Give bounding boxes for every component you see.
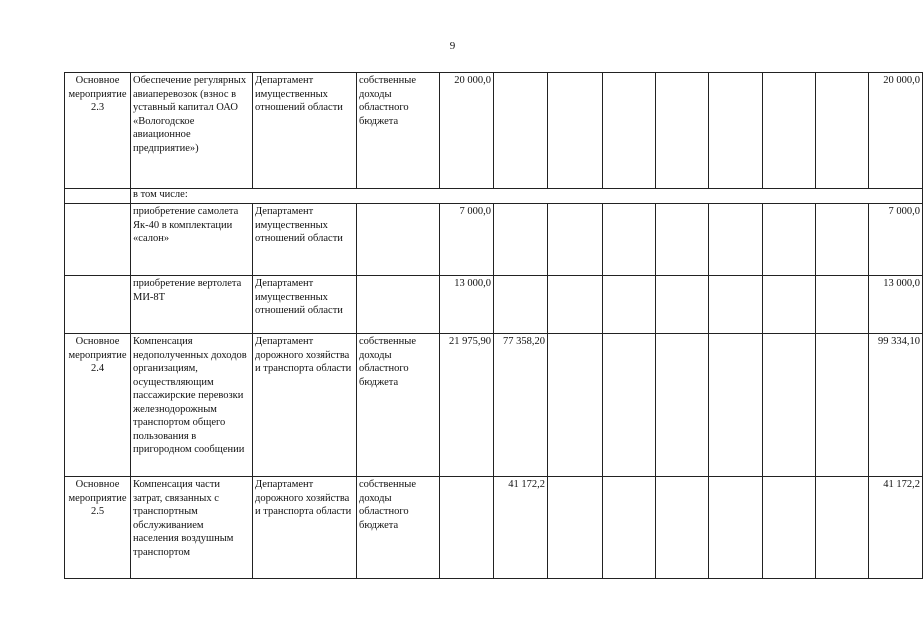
empty-cell [548,276,603,334]
empty-cell [709,73,763,189]
executor-cell: Департамент имущественных отношений области [253,73,357,189]
executor-cell: Департамент дорожного хозяйства и транспорта области [253,334,357,477]
funding-source-cell [357,204,440,276]
empty-cell [656,334,709,477]
total-cell: 20 000,0 [869,73,923,189]
amount-cell-2 [494,73,548,189]
empty-cell [656,204,709,276]
empty-cell [763,477,816,579]
empty-cell [548,204,603,276]
empty-cell [709,477,763,579]
empty-cell [603,276,656,334]
empty-cell [603,334,656,477]
empty-cell [656,477,709,579]
activity-name-cell: Компенсация части затрат, связанных с транспортным обслуживанием населения воздушным транспортом [131,477,253,579]
activity-code-cell [65,189,131,204]
empty-cell [709,204,763,276]
total-cell: 13 000,0 [869,276,923,334]
activity-code-cell [65,204,131,276]
amount-cell-2: 77 358,20 [494,334,548,477]
page-number: 9 [449,40,456,52]
activity-code-cell: Основное мероприятие 2.4 [65,334,131,477]
amount-cell-1: 7 000,0 [440,204,494,276]
activity-code-cell [65,276,131,334]
activity-name-cell: Компенсация недополученных доходов организациям, осуществляющим пассажирские перевозки железнодорожным транспортом общего пользования в пригородном сообщении [131,334,253,477]
funding-source-cell: собственные доходы областного бюджета [357,477,440,579]
table-row [65,204,923,276]
activity-name-cell: приобретение самолета Як-40 в комплектации «салон» [131,204,253,276]
activity-name-cell: приобретение вертолета МИ-8Т [131,276,253,334]
activity-name-cell: Обеспечение регулярных авиаперевозок (взнос в уставный капитал ОАО «Вологодское авиационное предприятие») [131,73,253,189]
empty-cell [816,204,869,276]
funding-source-cell [357,276,440,334]
table-row [65,334,923,477]
table-row [65,477,923,579]
empty-cell [548,477,603,579]
total-cell: 99 334,10 [869,334,923,477]
empty-cell [816,276,869,334]
amount-cell-2 [494,204,548,276]
empty-cell [603,73,656,189]
activity-code-cell: Основное мероприятие 2.5 [65,477,131,579]
empty-cell [709,334,763,477]
amount-cell-1: 13 000,0 [440,276,494,334]
empty-cell [548,334,603,477]
empty-cell [709,276,763,334]
executor-cell: Департамент имущественных отношений области [253,204,357,276]
amount-cell-2 [494,276,548,334]
amount-cell-1: 21 975,90 [440,334,494,477]
table-row [65,276,923,334]
empty-cell [763,276,816,334]
empty-cell [603,204,656,276]
program-table [64,72,923,579]
table-row [65,189,923,204]
empty-cell [816,477,869,579]
amount-cell-1: 20 000,0 [440,73,494,189]
empty-cell [763,204,816,276]
empty-cell [603,477,656,579]
amount-cell-1 [440,477,494,579]
executor-cell: Департамент дорожного хозяйства и транспорта области [253,477,357,579]
empty-cell [763,73,816,189]
executor-cell: Департамент имущественных отношений области [253,276,357,334]
funding-source-cell: собственные доходы областного бюджета [357,73,440,189]
empty-cell [763,334,816,477]
empty-cell [656,276,709,334]
amount-cell-2: 41 172,2 [494,477,548,579]
table-row [65,73,923,189]
empty-cell [656,73,709,189]
total-cell: 7 000,0 [869,204,923,276]
funding-source-cell: собственные доходы областного бюджета [357,334,440,477]
activity-code-cell: Основное мероприятие 2.3 [65,73,131,189]
empty-cell [548,73,603,189]
subsection-label: в том числе: [131,189,923,204]
empty-cell [816,334,869,477]
total-cell: 41 172,2 [869,477,923,579]
empty-cell [816,73,869,189]
